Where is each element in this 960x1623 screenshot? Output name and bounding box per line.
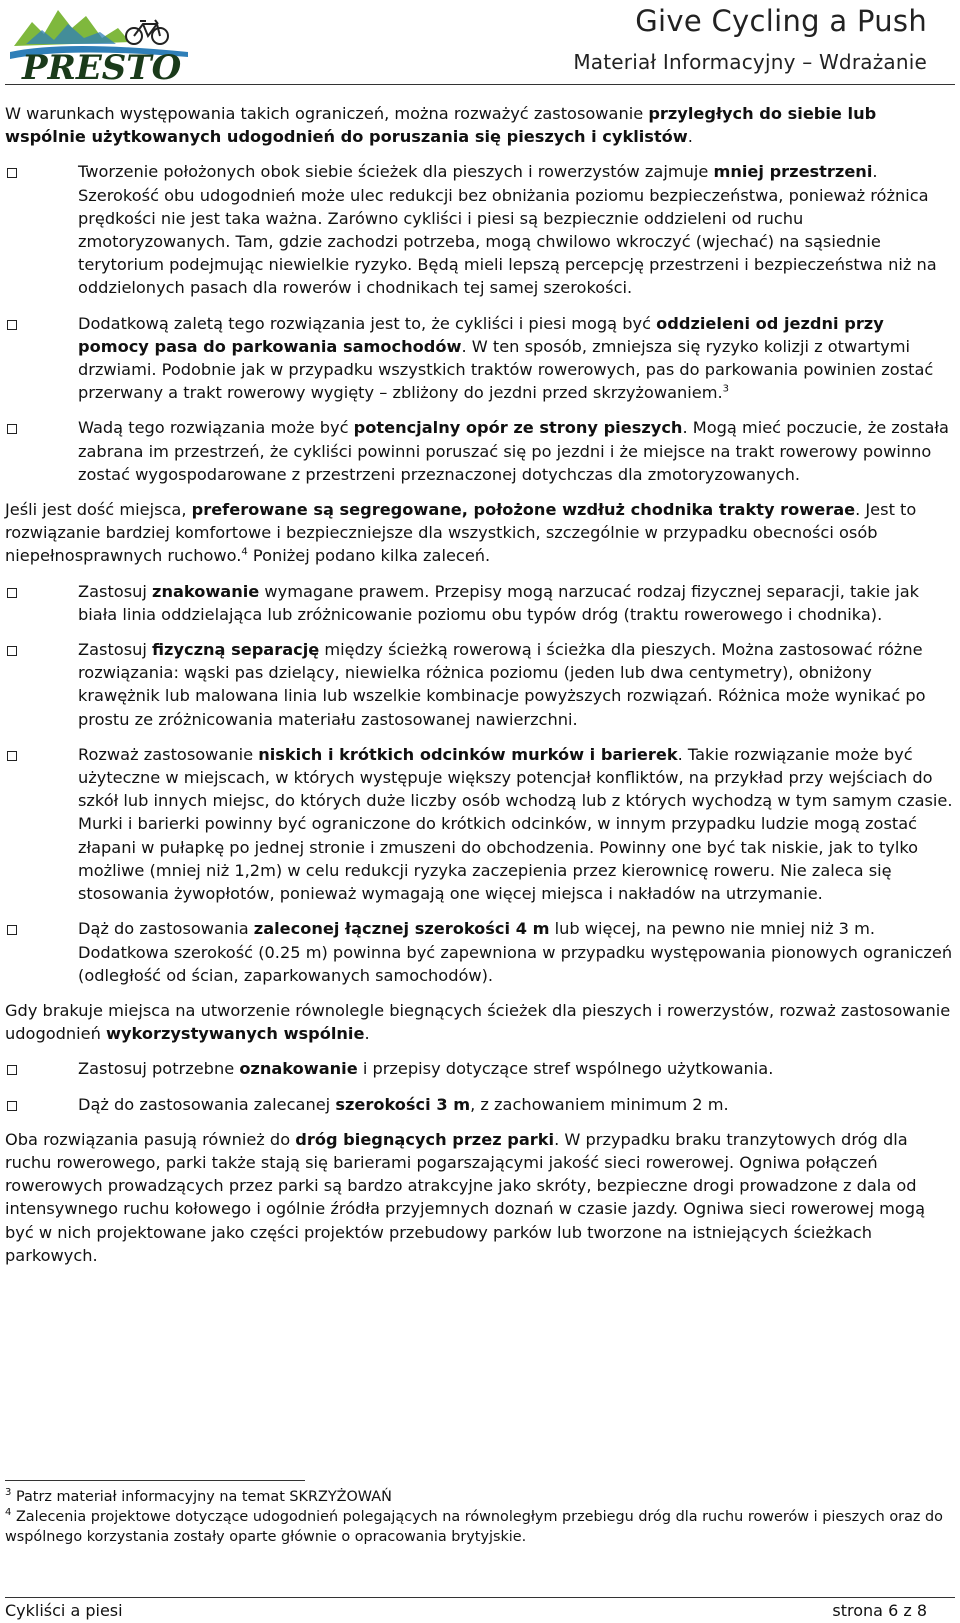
paragraph-intro bbox=[5, 102, 955, 148]
bullet-list-3 bbox=[5, 1057, 955, 1115]
list-item bbox=[5, 917, 955, 987]
text: . Jest to rozwiązanie bardziej komfortowe i bezpieczniejsze dla wszystkich, szczególnie w przypadku obecności osób niepełnosprawnych ruchowo. bbox=[5, 500, 917, 566]
bold-text: szerokości 3 m bbox=[335, 1094, 471, 1114]
list-item bbox=[5, 160, 955, 299]
text: . W ten sposób, zmniejsza się ryzyko kolizji z otwartymi drzwiami. Podobnie jak w przypadku wszystkich traktów rowerowych, pas do parkowania powinien zostać przerwany a trakt rowerowy wygięty – zbliżony do jezdni przed skrzyżowaniem. bbox=[78, 336, 934, 403]
page-content bbox=[5, 102, 955, 1279]
bold-text: wykorzystywanych wspólnie bbox=[106, 1024, 365, 1044]
bullet-list-2 bbox=[5, 580, 955, 987]
text: Wadą tego rozwiązania może być bbox=[78, 418, 354, 438]
text: Zastosuj potrzebne bbox=[78, 1059, 240, 1079]
text: Dodatkową zaletą tego rozwiązania jest to, że cykliści i piesi mogą być bbox=[78, 313, 657, 333]
text: Rozważ zastosowanie bbox=[78, 744, 259, 764]
footnote bbox=[5, 1487, 955, 1507]
square-bullet-icon bbox=[7, 1101, 17, 1111]
bullet-list-1 bbox=[5, 160, 955, 486]
footer-section-title: Cykliści a piesi bbox=[5, 1601, 123, 1620]
text: . Mogą mieć poczucie, że została zabrana im przestrzeń, że cykliści powinni poruszać się po jezdni i że miejsce na trakt rowerowy powinno zostać wygospodarowane z przestrzeni przeznaczonej dotychczas dla zmotoryzowanych. bbox=[78, 418, 949, 484]
bold-text: niskich i krótkich odcinków murków i barierek bbox=[258, 744, 678, 764]
paragraph-segregated bbox=[5, 498, 955, 568]
header-divider bbox=[5, 84, 955, 85]
text: między ścieżką rowerową i ścieżka dla pieszych. Można zastosować różne rozwiązania: wąski pas dzielący, niewielka różnica poziomu (jeden lub dwa centymetry), obniżony krawężnik lub malowana linia lub wszelkie kombinacje powyższych rozwiązań. Różnica może wynikać po prostu ze zróżnicowania materiału zastosowanej nawierzchni. bbox=[78, 640, 926, 729]
list-item bbox=[5, 580, 955, 626]
bold-text: fizyczną separację bbox=[152, 640, 320, 660]
text: . bbox=[687, 127, 693, 147]
bold-text: przyległych do siebie lub wspólnie użytkowanych udogodnień do poruszania się pieszych i cyklistów bbox=[5, 104, 877, 147]
text: Dąż do zastosowania zalecanej bbox=[78, 1094, 336, 1114]
text: Dąż do zastosowania bbox=[78, 919, 254, 939]
footnote-ref[interactable]: 4 bbox=[241, 547, 248, 559]
header-title: Give Cycling a Push bbox=[635, 4, 927, 38]
square-bullet-icon bbox=[7, 646, 17, 656]
bold-text: dróg biegnących przez parki bbox=[295, 1129, 555, 1149]
square-bullet-icon bbox=[7, 925, 17, 935]
list-item bbox=[5, 1057, 955, 1080]
header-subtitle: Materiał Informacyjny – Wdrażanie bbox=[573, 50, 927, 74]
footnote-number: 4 bbox=[5, 1507, 12, 1519]
footer-divider bbox=[5, 1597, 955, 1598]
text: Poniżej podano kilka zaleceń. bbox=[247, 546, 491, 566]
page-number: strona 6 z 8 bbox=[832, 1601, 927, 1620]
text: Zastosuj bbox=[78, 640, 153, 660]
text: wymagane prawem. Przepisy mogą narzucać rodzaj fizycznej separacji, takie jak biała linia oddzielająca lub zróżnicowanie poziomu obu typów dróg (traktu rowerowego i chodnika). bbox=[78, 581, 920, 624]
presto-logo bbox=[6, 2, 196, 84]
list-item bbox=[5, 1093, 955, 1116]
text: , z zachowaniem minimum 2 m. bbox=[470, 1094, 729, 1114]
bold-text: preferowane są segregowane, położone wzdłuż chodnika trakty rowerae bbox=[191, 500, 856, 520]
paragraph-shared bbox=[5, 999, 955, 1045]
text: i przepisy dotyczące stref wspólnego użytkowania. bbox=[357, 1059, 774, 1079]
square-bullet-icon bbox=[7, 588, 17, 598]
list-item bbox=[5, 416, 955, 486]
bold-text: oznakowanie bbox=[239, 1059, 358, 1079]
footnote bbox=[5, 1507, 955, 1547]
text: Gdy brakuje miejsca na utworzenie równolegle biegnących ścieżek dla pieszych i rowerzystów, rozważ zastosowanie udogodnień bbox=[5, 1000, 951, 1044]
text: lub więcej, na pewno nie mniej niż 3 m. Dodatkowa szerokość (0.25 m) powinna być zapewniona w przypadku występowania pionowych ograniczeń (odległość od ścian, zaparkowanych samochodów). bbox=[78, 919, 953, 985]
bold-text: oddzieleni od jezdni przy pomocy pasa do parkowania samochodów bbox=[78, 313, 884, 356]
bold-text: potencjalny opór ze strony pieszych bbox=[353, 418, 683, 438]
footnote-text: Patrz materiał informacyjny na temat SKRZYŻOWAŃ bbox=[11, 1489, 392, 1505]
text: Jeśli jest dość miejsca, bbox=[5, 500, 192, 520]
bold-text: mniej przestrzeni bbox=[713, 162, 873, 182]
square-bullet-icon bbox=[7, 751, 17, 761]
text: Oba rozwiązania pasują również do bbox=[5, 1129, 296, 1149]
footnote-text: Zalecenia projektowe dotyczące udogodnień polegających na równoległym przebiegu dróg dla ruchu rowerów i pieszych oraz do wspólnego korzystania zostały oparte głównie o opracowania brytyjskie. bbox=[5, 1509, 943, 1545]
list-item bbox=[5, 312, 955, 405]
text: . Takie rozwiązanie może być użyteczne w miejscach, w których występuje większy potencjał konfliktów, na przykład przy wejściach do szkół lub innych miejsc, do których duże liczby osób wchodzą lub z których wychodzą w tym samym czasie. Murki i barierki powinny być ograniczone do krótkich odcinków, w innym przypadku ludzie mogą zostać złapani w pułapkę po jednej stronie i zmuszeni do obchodzenia. Powinny one być tak niskie, jak to tylko możliwe (mniej niż 1,2m) w celu redukcji ryzyka zaczepienia przez kierownicę roweru. Nie zaleca się stosowania żywopłotów, ponieważ wymagają one więcej miejsca i nakładów na utrzymanie. bbox=[78, 744, 953, 904]
text: . bbox=[364, 1024, 370, 1044]
bold-text: zaleconej łącznej szerokości 4 m bbox=[253, 919, 550, 939]
list-item bbox=[5, 638, 955, 731]
footnote-ref[interactable]: 3 bbox=[722, 383, 729, 395]
page-header bbox=[0, 0, 960, 100]
text: . W przypadku braku tranzytowych dróg dla ruchu rowerowego, parki także stają się barierami pogarszającymi jakość sieci rowerowej. Ogniwa połączeń rowerowych prowadzących przez parki są bardzo atrakcyjne jako skróty, bezpieczne drogi prowadzone z dala od intensywnego ruchu kołowego i ogólnie źródła przyjemnych doznań w czasie jazdy. Ogniwa sieci rowerowej mogą być w nich projektowane jako części projektów przebudowy parków lub tworzone na istniejących ścieżkach parkowych. bbox=[5, 1129, 925, 1265]
bold-text: znakowanie bbox=[152, 581, 260, 601]
text: Zastosuj bbox=[78, 581, 153, 601]
footnote-divider bbox=[5, 1480, 305, 1481]
footnotes bbox=[5, 1487, 955, 1547]
square-bullet-icon bbox=[7, 320, 17, 330]
logo-text: PRESTO bbox=[22, 48, 182, 84]
text: Tworzenie położonych obok siebie ścieżek dla pieszych i rowerzystów zajmuje bbox=[78, 162, 714, 182]
square-bullet-icon bbox=[7, 168, 17, 178]
square-bullet-icon bbox=[7, 1065, 17, 1075]
footnote-number: 3 bbox=[5, 1487, 12, 1499]
square-bullet-icon bbox=[7, 424, 17, 434]
paragraph-parks bbox=[5, 1128, 955, 1267]
list-item bbox=[5, 743, 955, 905]
text: W warunkach występowania takich ograniczeń, można rozważyć zastosowanie bbox=[5, 104, 649, 123]
text: . Szerokość obu udogodnień może ulec redukcji bez obniżania poziomu bezpieczeństwa, ponieważ różnica prędkości nie jest taka ważna. Zarówno cykliści i piesi są bezpiecznie oddzieleni od ruchu zmotoryzowanych. Tam, gdzie zachodzi potrzeba, mogą chwilowo wkroczyć (wjechać) na sąsiednie terytorium podejmując niewielkie ryzyko. Będą mieli lepszą percepcję przestrzeni i bezpieczeństwa niż na oddzielonych pasach dla rowerów i chodnikach tej samej szerokości. bbox=[78, 162, 937, 298]
